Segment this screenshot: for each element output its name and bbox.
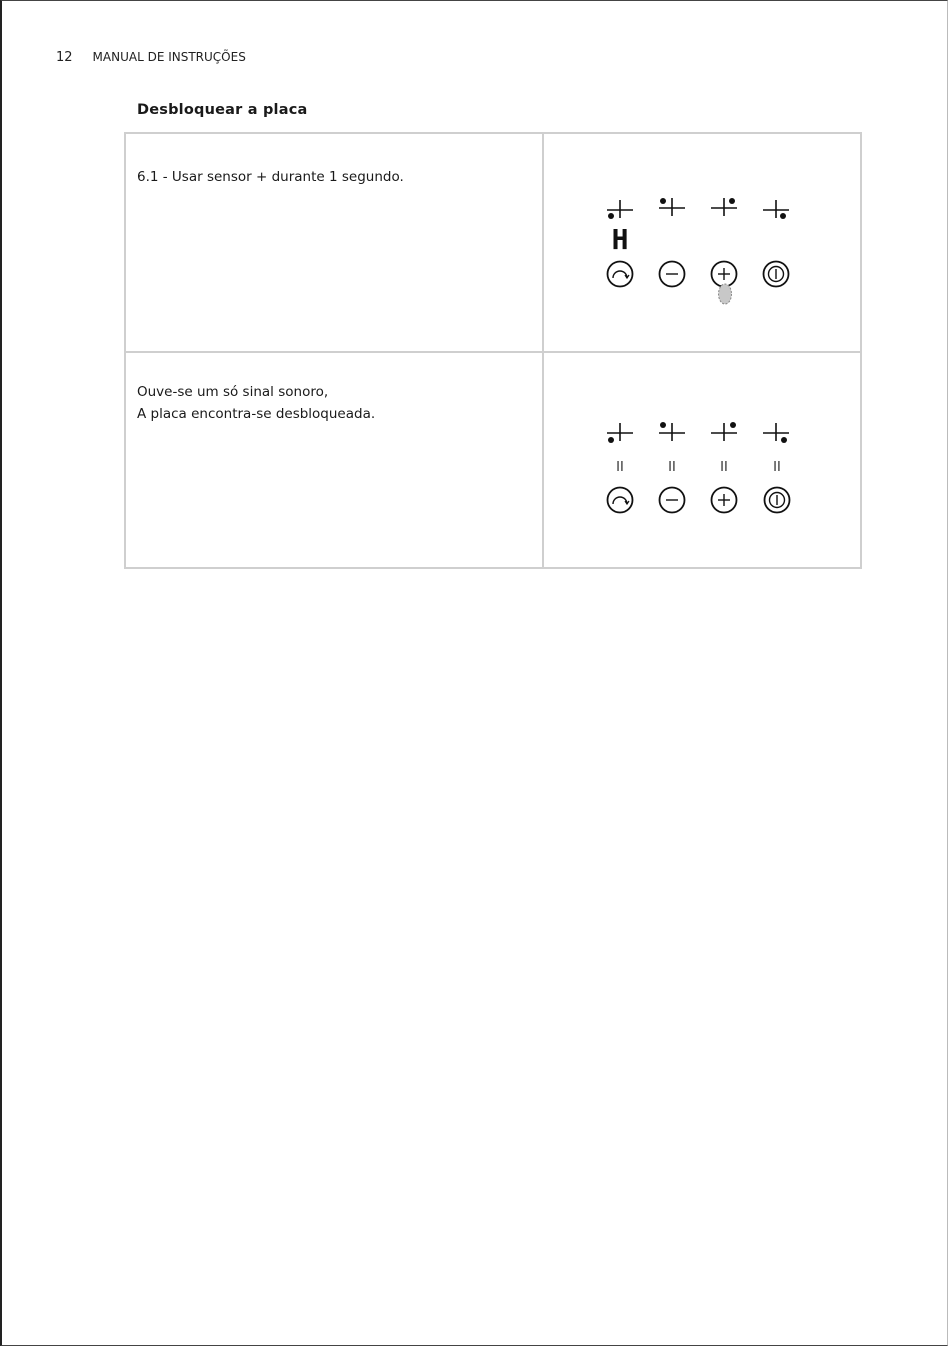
cooking-zone-rear-left-icon	[659, 198, 685, 216]
steps-table	[124, 132, 862, 569]
control-panel-diagram-2	[544, 353, 860, 567]
cooking-zone-rear-right-icon	[711, 198, 737, 216]
cooking-zone-rear-left-icon	[659, 422, 685, 441]
power-button-icon[interactable]	[764, 262, 789, 287]
step-1-line-1: 6.1 - Usar sensor + durante 1 segundo.	[137, 169, 404, 185]
cooking-zone-front-right-icon	[763, 200, 789, 219]
finger-press-icon	[719, 284, 732, 304]
section-title: Desbloquear a placa	[137, 102, 308, 118]
zone-select-button-icon[interactable]	[608, 488, 633, 513]
step-1-text	[137, 166, 404, 188]
plus-button-icon[interactable]	[712, 262, 737, 287]
zone-indicator-4: II	[773, 460, 781, 475]
page-number: 12	[56, 50, 73, 65]
step-row-2	[126, 353, 860, 567]
step-2-line-2: A placa encontra-se desbloqueada.	[137, 406, 376, 422]
manual-title: MANUAL DE INSTRUÇÕES	[92, 50, 246, 64]
plus-button-icon[interactable]	[712, 488, 737, 513]
page-header	[56, 50, 246, 65]
control-panel-diagram-1	[544, 134, 860, 351]
cooking-zone-front-left-icon	[607, 200, 633, 219]
cooking-zone-rear-right-icon	[711, 422, 737, 441]
zone-display-char: H	[611, 223, 629, 256]
minus-button-icon[interactable]	[660, 262, 685, 287]
step-row-1	[126, 134, 860, 353]
cooking-zone-front-right-icon	[763, 423, 789, 443]
cooking-zone-front-left-icon	[607, 423, 633, 443]
minus-button-icon[interactable]	[660, 488, 685, 513]
zone-indicator-3: II	[720, 460, 728, 475]
step-2-line-1: Ouve-se um só sinal sonoro,	[137, 384, 329, 400]
step-2-text	[137, 381, 375, 425]
zone-indicator-2: II	[668, 460, 676, 475]
power-button-icon[interactable]	[765, 488, 790, 513]
zone-indicator-1: II	[616, 460, 624, 475]
zone-select-button-icon[interactable]	[608, 262, 633, 287]
